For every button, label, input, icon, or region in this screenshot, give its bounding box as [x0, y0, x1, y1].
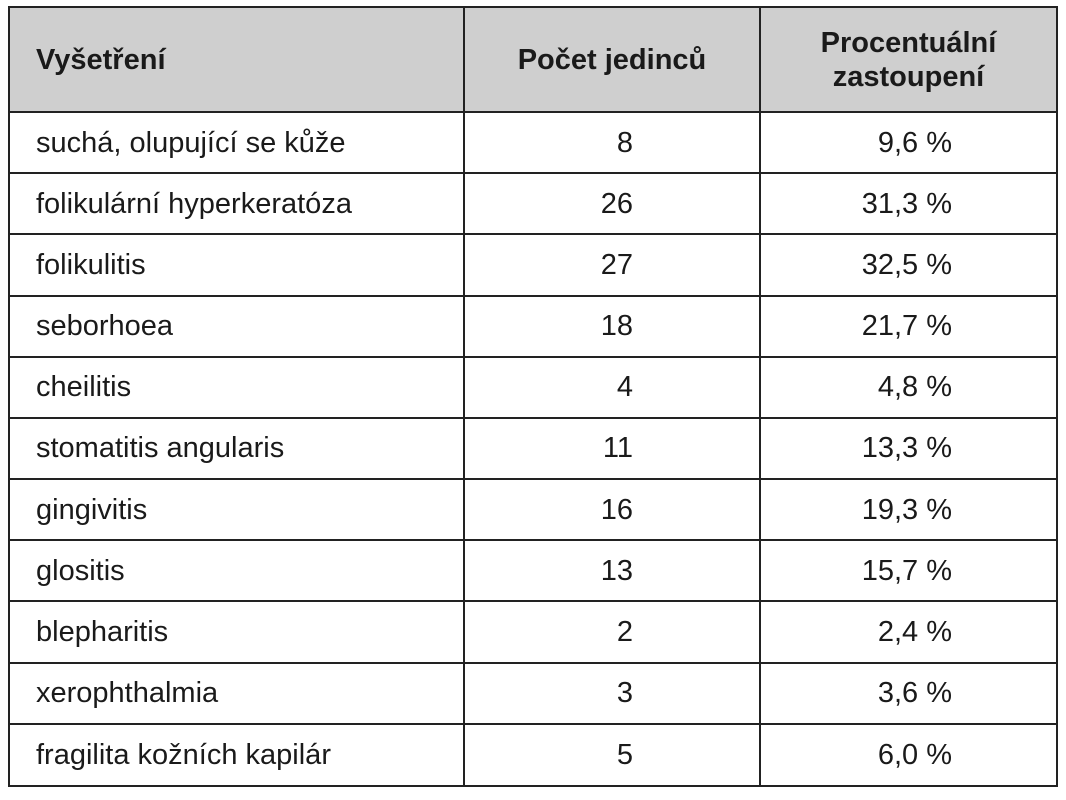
results-table-frame — [8, 6, 1058, 787]
header-count: Počet jedinců — [464, 8, 760, 112]
cell-exam: fragilita kožních kapilár — [10, 724, 464, 785]
table-row — [10, 601, 1056, 662]
cell-percent: 2,4 % — [760, 601, 1056, 662]
cell-exam: xerophthalmia — [10, 663, 464, 724]
header-percent-line2: zastoupení — [832, 60, 985, 93]
cell-percent: 19,3 % — [760, 479, 1056, 540]
cell-percent: 3,6 % — [760, 663, 1056, 724]
cell-percent: 15,7 % — [760, 540, 1056, 601]
table-row — [10, 173, 1056, 234]
header-row — [10, 8, 1056, 112]
results-table — [10, 8, 1056, 785]
cell-percent: 21,7 % — [760, 296, 1056, 357]
cell-percent: 6,0 % — [877, 738, 952, 771]
cell-count: 26 — [464, 173, 760, 234]
cell-exam: suchá, olupující se kůže — [10, 112, 464, 173]
cell-percent: 31,3 % — [760, 173, 1056, 234]
cell-percent: 4,8 % — [760, 357, 1056, 418]
cell-exam: stomatitis angularis — [10, 418, 464, 479]
table-row — [10, 540, 1056, 601]
cell-exam: folikulární hyperkeratóza — [10, 173, 464, 234]
header-percent — [760, 8, 1056, 112]
cell-percent: 9,6 % — [760, 112, 1056, 173]
table-header — [10, 8, 1056, 112]
cell-count: 18 — [464, 296, 760, 357]
cell-count: 27 — [464, 234, 760, 295]
table-row — [10, 479, 1056, 540]
cell-count: 3 — [464, 663, 760, 724]
table-row — [10, 357, 1056, 418]
cell-count: 16 — [464, 479, 760, 540]
table-row — [10, 418, 1056, 479]
table-row — [10, 296, 1056, 357]
cell-exam: folikulitis — [10, 234, 464, 295]
cell-exam: blepharitis — [10, 601, 464, 662]
cell-count: 8 — [464, 112, 760, 173]
table-row — [10, 234, 1056, 295]
cell-exam: seborhoea — [10, 296, 464, 357]
header-percent-line1: Procentuální — [820, 26, 997, 59]
cell-exam: glositis — [10, 540, 464, 601]
table-row — [10, 663, 1056, 724]
cell-count: 2 — [464, 601, 760, 662]
table-body — [10, 112, 1056, 785]
cell-exam: cheilitis — [10, 357, 464, 418]
cell-count: 5 — [464, 724, 760, 785]
table-row — [10, 724, 1056, 785]
header-exam: Vyšetření — [10, 8, 464, 112]
cell-count: 4 — [464, 357, 760, 418]
cell-count: 11 — [464, 418, 760, 479]
table-row — [10, 112, 1056, 173]
cell-percent: 13,3 % — [760, 418, 1056, 479]
cell-percent: 32,5 % — [760, 234, 1056, 295]
cell-count: 13 — [464, 540, 760, 601]
cell-exam: gingivitis — [10, 479, 464, 540]
